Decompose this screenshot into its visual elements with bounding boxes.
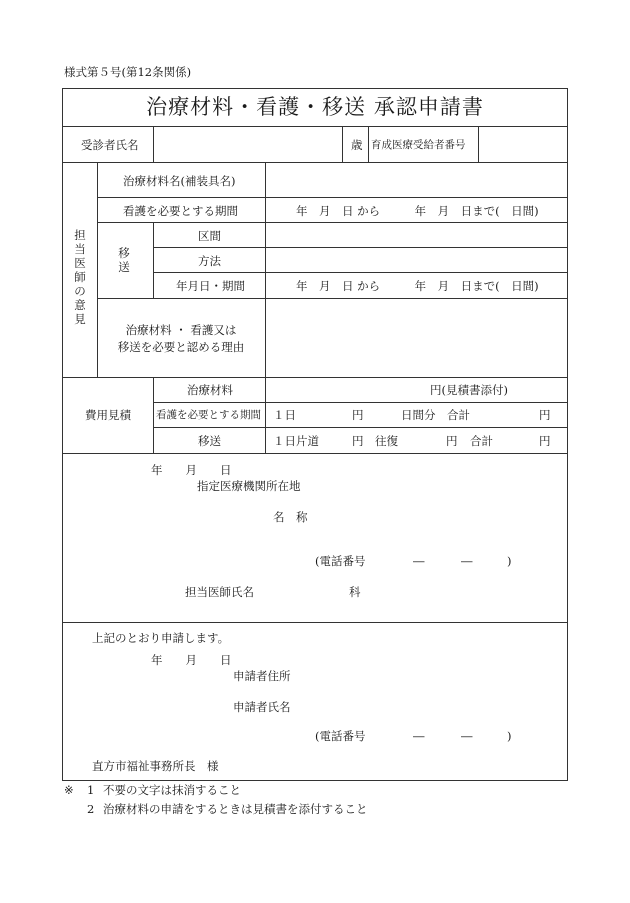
cost-nursing-total-yen: 円 (539, 408, 551, 422)
cost-estimate-label: 費用見積 (85, 408, 131, 422)
application-date: 年 月 日 (151, 653, 232, 667)
note-text: 治療材料の申請をするときは見積書を添付すること (103, 802, 368, 816)
attending-doctor-label: 担当医師氏名 (185, 585, 254, 599)
form-title: 治療材料・看護・移送 承認申請書 (146, 95, 484, 119)
applicant-name-label: 申請者氏名 (233, 700, 291, 714)
method-label: 方法 (198, 254, 221, 268)
rule (97, 197, 568, 198)
cost-transfer-label: 移送 (198, 434, 221, 448)
nursing-period-label: 看護を必要とする期間 (123, 204, 238, 218)
cost-nursing-label: 看護を必要とする期間 (156, 409, 261, 421)
rule (153, 402, 568, 403)
rule (62, 622, 568, 623)
note-number: 2 (87, 802, 95, 816)
applicant-phone-dash: ― (413, 729, 425, 743)
rule (62, 453, 568, 454)
cost-nursing-days: 日間分 (401, 408, 436, 422)
application-statement: 上記のとおり申請します。 (92, 631, 230, 645)
certificate-number-label: 育成医療受給者番号 (371, 139, 466, 151)
institution-address-label: 指定医療機関所在地 (197, 479, 301, 493)
institution-name-label: 名 称 (273, 510, 308, 524)
form-number: 様式第５号(第12条関係) (64, 65, 192, 79)
cost-material-value: 円(見積書添付) (430, 383, 508, 397)
applicant-phone-close: ) (507, 729, 512, 743)
applicant-phone-label: (電話番号 (315, 729, 366, 743)
rule (368, 126, 369, 162)
cost-transfer-total-yen: 円 (539, 434, 551, 448)
rule (153, 427, 568, 428)
applicant-phone-dash: ― (461, 729, 473, 743)
institution-phone-dash: ― (413, 554, 425, 568)
cost-transfer-oneway: １日片道 (273, 434, 319, 448)
institution-phone-label: (電話番号 (315, 554, 366, 568)
rule (62, 377, 568, 378)
rule (153, 126, 154, 162)
rule (478, 126, 479, 162)
applicant-address-label: 申請者住所 (233, 669, 291, 683)
date-period-label: 年月日・期間 (176, 279, 245, 293)
cost-transfer-oneway-yen: 円 (352, 434, 364, 448)
cost-nursing-yen: 円 (352, 408, 364, 422)
institution-phone-close: ) (507, 554, 512, 568)
department-label: 科 (349, 585, 361, 599)
cost-transfer-roundtrip-yen: 円 (446, 434, 458, 448)
material-name-label: 治療材料名(補装具名) (123, 174, 236, 188)
rule (62, 126, 568, 127)
note-mark: ※ (64, 783, 74, 797)
section-label: 区間 (198, 229, 221, 243)
rule (265, 162, 266, 453)
age-unit: 歳 (351, 138, 363, 152)
rule (97, 222, 568, 223)
date-period-value: 年 月 日 から 年 月 日まで( 日間) (296, 279, 539, 293)
rule (153, 377, 154, 453)
reason-label-line2: 移送を必要と認める理由 (117, 340, 245, 354)
cost-transfer-total: 合計 (470, 434, 493, 448)
doctor-opinion-side-label: 担当医師の意見 (74, 228, 86, 326)
nursing-period-value: 年 月 日 から 年 月 日まで( 日間) (296, 204, 539, 218)
cost-transfer-roundtrip: 往復 (375, 434, 398, 448)
patient-name-label: 受診者氏名 (81, 138, 139, 152)
rule (62, 162, 568, 163)
institution-phone-dash: ― (461, 554, 473, 568)
cost-nursing-day: １日 (273, 408, 296, 422)
cost-nursing-total: 合計 (447, 408, 470, 422)
institution-date: 年 月 日 (151, 463, 232, 477)
rule (97, 298, 568, 299)
rule (153, 247, 568, 248)
note-number: 1 (87, 783, 95, 797)
rule (153, 222, 154, 298)
rule (342, 126, 343, 162)
rule (153, 272, 568, 273)
reason-label-line1: 治療材料 ・ 看護又は (125, 323, 237, 337)
cost-material-label: 治療材料 (187, 383, 233, 397)
note-text: 不要の文字は抹消すること (103, 783, 241, 797)
transfer-label: 移送 (118, 246, 130, 274)
addressee: 直方市福祉事務所長 様 (92, 759, 219, 773)
